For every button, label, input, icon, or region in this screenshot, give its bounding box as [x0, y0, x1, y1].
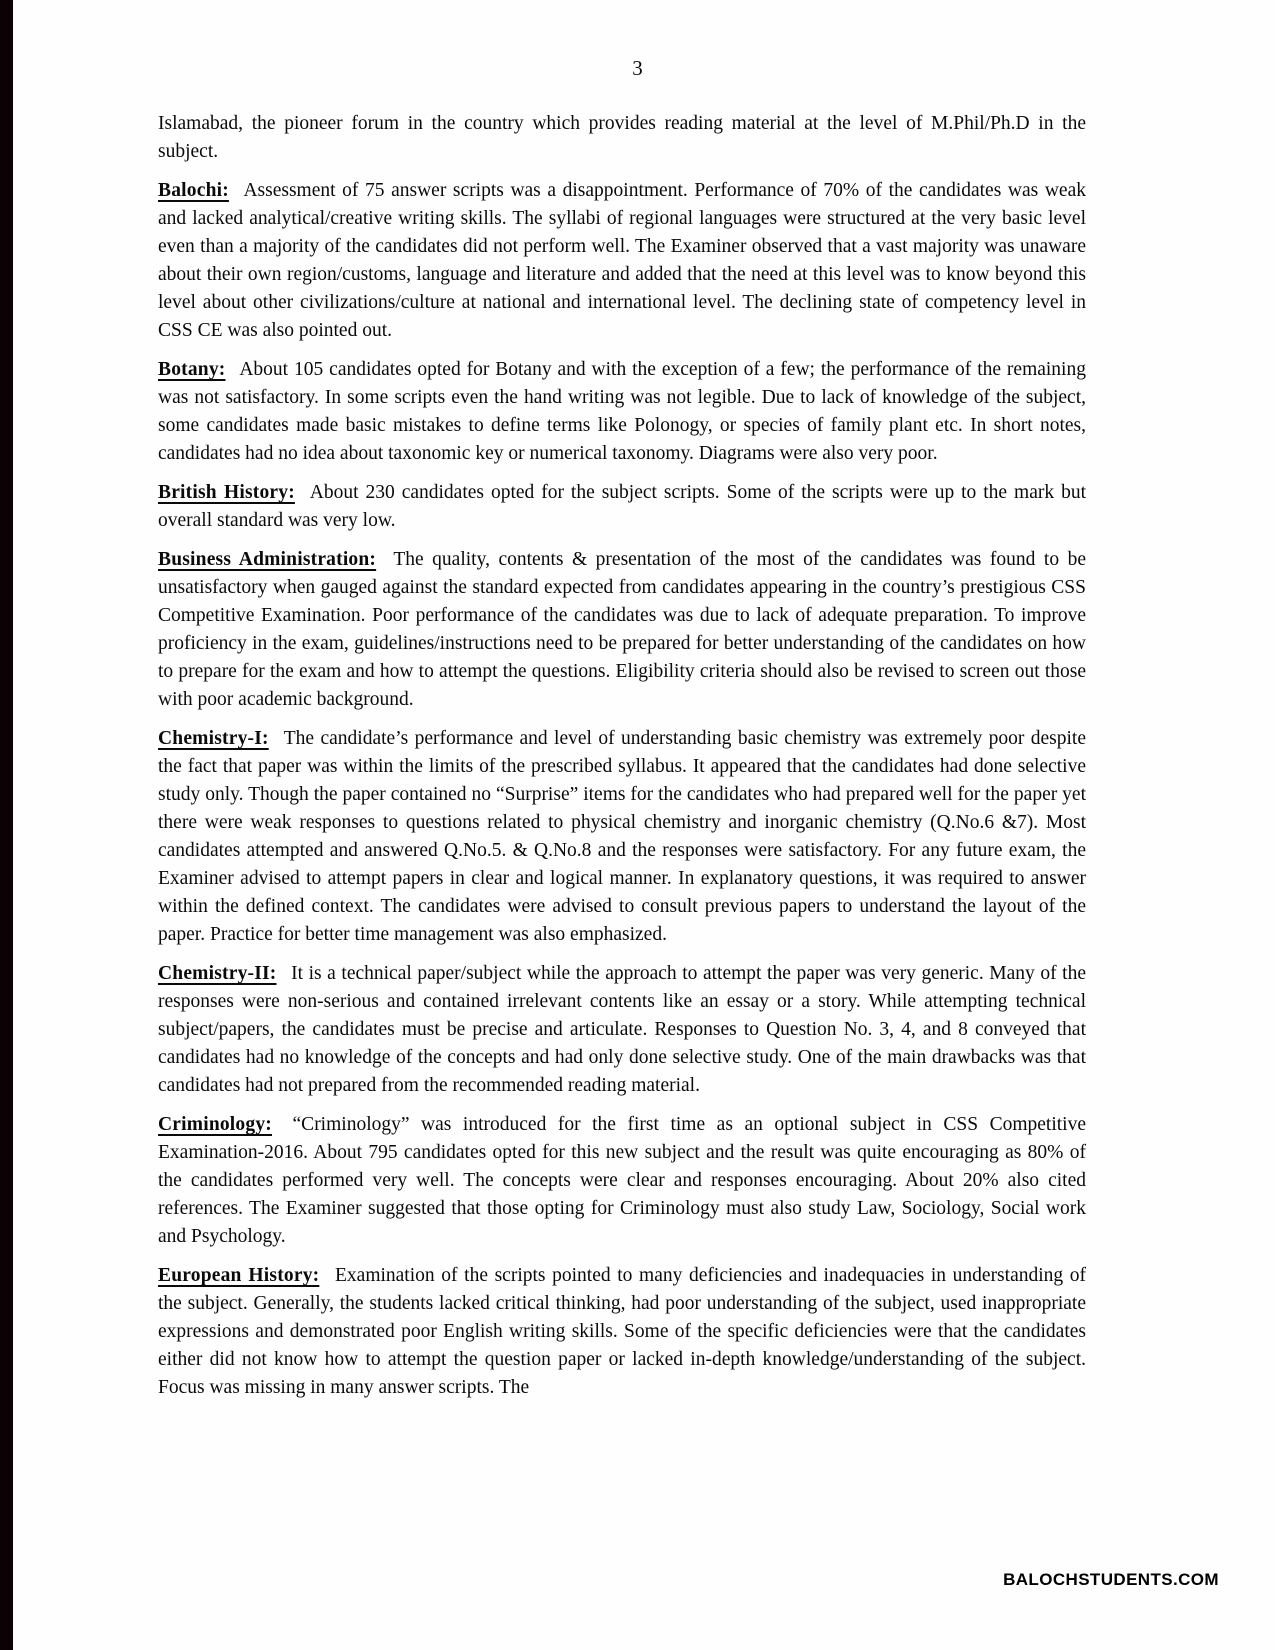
section-heading-british-history: British History: — [158, 482, 295, 503]
paragraph-text: “Criminology” was introduced for the first time as an optional subject in CSS Competitive Examination-2016. About 795 candidates opted for this new subject and the result was quite encouraging as 80% of the candidates performed very well. The concepts were clear and responses encouraging. About 20% also cited references. The Examiner suggested that those opting for Criminology must also study Law, Sociology, Social work and Psychology. — [158, 1114, 1086, 1247]
paragraph-text: About 105 candidates opted for Botany and with the exception of a few; the performance of the remaining was not satisfactory. In some scripts even the hand writing was not legible. Due to lack of knowledge of the subject, some candidates made basic mistakes to define terms like Polonogy, or species of family plant etc. In short notes, candidates had no idea about taxonomic key or numerical taxonomy. Diagrams were also very poor. — [158, 359, 1086, 464]
paragraph-text: Examination of the scripts pointed to many deficiencies and inadequacies in understanding of the subject. Generally, the students lacked critical thinking, had poor understanding of the subject, used inappropriate expressions and demonstrated poor English writing skills. Some of the specific deficiencies were that the candidates either did not know how to attempt the question paper or lacked in-depth knowledge/understanding of the subject. Focus was missing in many answer scripts. The — [158, 1265, 1087, 1398]
scan-edge-artifact — [0, 0, 13, 1650]
paragraph-criminology — [158, 1111, 1086, 1251]
watermark-text: BALOCHSTUDENTS.COM — [1003, 1570, 1219, 1589]
paragraph-british-history — [158, 479, 1086, 535]
section-heading-business-administration: Business Administration: — [158, 549, 377, 570]
section-heading-chemistry-2: Chemistry-II: — [158, 963, 277, 984]
page-number: 3 — [632, 56, 643, 80]
section-heading-balochi: Balochi: — [158, 180, 229, 201]
paragraph-business-administration — [158, 546, 1086, 714]
paragraph-balochi — [158, 177, 1086, 345]
paragraph-text: It is a technical paper/subject while the approach to attempt the paper was very generic. Many of the responses were non-serious and contained irrelevant contents like an essay or a story. While attempting technical subject/papers, the candidates must be precise and articulate. Responses to Question No. 3, 4, and 8 conveyed that candidates had no knowledge of the concepts and had only done selective study. One of the main drawbacks was that candidates had not prepared from the recommended reading material. — [158, 963, 1087, 1096]
paragraph-text: About 230 candidates opted for the subject scripts. Some of the scripts were up to the mark but overall standard was very low. — [158, 482, 1086, 531]
paragraph-islamabad-continuation — [158, 110, 1086, 166]
paragraph-text: Assessment of 75 answer scripts was a disappointment. Performance of 70% of the candidates was weak and lacked analytical/creative writing skills. The syllabi of regional languages were structured at the very basic level even than a majority of the candidates did not perform well. The Examiner observed that a vast majority was unaware about their own region/customs, language and literature and added that the need at this level was to know beyond this level about other civilizations/culture at national and international level. The declining state of competency level in CSS CE was also pointed out. — [158, 180, 1086, 341]
paragraph-chemistry-1 — [158, 725, 1086, 949]
section-heading-botany: Botany: — [158, 359, 226, 380]
document-body — [158, 110, 1086, 1413]
paragraph-text: The quality, contents & presentation of the most of the candidates was found to be unsatisfactory when gauged against the standard expected from candidates appearing in the country’s prestigious CSS Competitive Examination. Poor performance of the candidates was due to lack of adequate preparation. To improve proficiency in the exam, guidelines/instructions need to be prepared for better understanding of the candidates on how to prepare for the exam and how to attempt the questions. Eligibility criteria should also be revised to screen out those with poor academic background. — [158, 549, 1087, 710]
paragraph-text: The candidate’s performance and level of understanding basic chemistry was extremely poor despite the fact that paper was within the limits of the prescribed syllabus. It appeared that the candidates had done selective study only. Though the paper contained no “Surprise” items for the candidates who had prepared well for the paper yet there were weak responses to questions related to physical chemistry and inorganic chemistry (Q.No.6 &7). Most candidates attempted and answered Q.No.5. & Q.No.8 and the responses were satisfactory. For any future exam, the Examiner advised to attempt papers in clear and logical manner. In explanatory questions, it was required to answer within the defined context. The candidates were advised to consult previous papers to understand the layout of the paper. Practice for better time management was also emphasized. — [158, 728, 1086, 945]
paragraph-botany — [158, 356, 1086, 468]
section-heading-chemistry-1: Chemistry-I: — [158, 728, 269, 749]
section-heading-criminology: Criminology: — [158, 1114, 272, 1135]
paragraph-chemistry-2 — [158, 960, 1086, 1100]
paragraph-text: Islamabad, the pioneer forum in the country which provides reading material at the level of M.Phil/Ph.D in the subject. — [158, 113, 1086, 162]
section-heading-european-history: European History: — [158, 1265, 320, 1286]
paragraph-european-history — [158, 1262, 1086, 1402]
